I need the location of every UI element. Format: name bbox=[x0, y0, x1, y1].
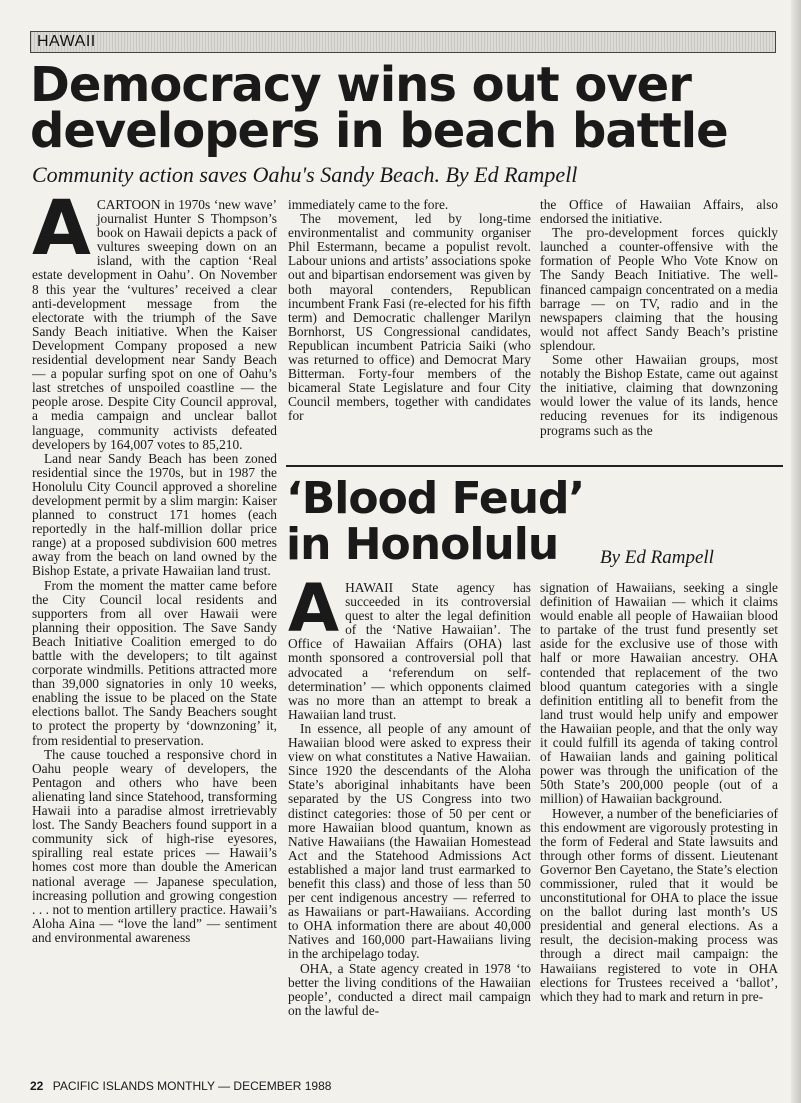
article1-paragraph: The pro-development forces quickly launched a counter-offensive with the formation of People Who Vote Know on The Sandy Beach Initiative. The well-financed campaign concentrated on a media barrage — on TV, radio and in the newspapers claiming that the housing would not affect Sandy Beach’s pristine splendour. bbox=[540, 225, 778, 353]
article2-paragraph: OHA, a State agency created in 1978 ‘to better the living conditions of the Hawaiian people’, conducted a direct mail campaign on the lawful de- bbox=[288, 960, 531, 1018]
article2-paragraph: signation of Hawaiians, seeking a single definition of Hawaiian — which it claims would enable all people of Hawaiian blood to partake of the trust fund presently set aside for the exclusive use of those with half or more Hawaiian ancestry. OHA contended that replacement of the two blood quantum categories with a single definition entitling all to benefit from the land trust would help unify and empower the Hawaiian people, and that the only way it could fulfill its agenda of taking control of Hawaiian lands and gaining political power was through the unification of the 50th State’s 200,000 people (out of a million) of Hawaiian background. bbox=[540, 581, 778, 807]
article2-column-2 bbox=[540, 581, 778, 1076]
article2-byline: By Ed Rampell bbox=[600, 547, 714, 568]
article1-column-3 bbox=[540, 198, 778, 454]
publication-info: PACIFIC ISLANDS MONTHLY — DECEMBER 1988 bbox=[52, 1079, 332, 1093]
article2-title-line-1: ‘Blood Feud’ bbox=[286, 473, 585, 524]
article1-paragraph: Land near Sandy Beach has been zoned residential since the 1970s, but in 1987 the Honolulu City Council approved a shoreline development permit by a slim margin: Kaiser planned to construct 171 homes (each reportedly in the half-million dollar price range) at a proposed subdivision 600 metres away from the beach on land owned by the Bishop Estate, a private Hawaiian land trust. bbox=[32, 450, 277, 579]
article1-paragraph: CARTOON in 1970s ‘new wave’ journalist Hunter S Thompson’s book on Hawaii depicts a pack of vultures sweeping down on an island, with the caption ‘Real estate development in Oahu’. On November 8 this year the ‘vultures’ received a clear anti-development message from the electorate with the triumph of the Save Sandy Beach initiative. When the Kaiser Development Company proposed a new residential development near Sandy Beach — a popular surfing spot on one of Oahu’s last stretches of unspoiled coastline — the people arose. Despite City Council approval, a media campaign and unclear ballot language, community activists defeated developers by 164,007 votes to 85,210. bbox=[32, 198, 277, 452]
article2-paragraph: In essence, all people of any amount of Hawaiian blood were asked to express their view on what constitutes a Native Hawaiian. Since 1920 the descendants of the Aloha State’s aboriginal inhabitants have been separated by the US Congress into two distinct categories: those of 50 per cent or more Hawaiian blood quantum, known as Native Hawaiians (the Hawaiian Homestead Act and the Statehood Admissions Act established a major land trust earmarked to benefit this class) and those of less than 50 per cent indigenous ancestry — referred to as Hawaiians or part-Hawaiians. According to OHA information there are about 40,000 Natives and 160,000 part-Hawaiians living in the archipelago today. bbox=[288, 720, 531, 962]
article1-paragraph: immediately came to the fore. bbox=[288, 198, 449, 212]
article1-paragraph: the Office of Hawaiian Affairs, also endorsed the initiative. bbox=[540, 198, 778, 227]
headline-line-1: Democracy wins out over bbox=[30, 57, 691, 113]
article1-paragraph: The movement, led by long-time environmentalist and community organiser Phil Estermann, became a populist revolt. Labour unions and artists’ associations spoke out and bipartisan endorsement was given by both mayoral contenders, Republican incumbent Frank Fasi (re-elected for his fifth term) and Democratic challenger Marilyn Bornhorst, US Congressional candidates, Republican incumbent Patricia Saiki (who was returned to office) and Democrat Mary Bitterman. Forty-four members of the bicameral State Legislature and four City Council members, together with candidates for bbox=[288, 211, 531, 424]
article2-title-line-2: in Honolulu bbox=[286, 519, 559, 570]
headline bbox=[30, 57, 780, 159]
dropcap: A bbox=[288, 581, 340, 647]
article2-column-1 bbox=[288, 581, 531, 1076]
section-bar bbox=[30, 31, 776, 53]
page-number: 22 bbox=[30, 1079, 44, 1093]
article1-paragraph: The cause touched a responsive chord in Oahu people weary of developers, the Pentagon and others who have been alienating land since Statehood, transforming Hawaii into a paradise almost irretrievably lost. The Sandy Beachers found support in a community sick of high-rise eyesores, spiralling real estate prices — Hawaii’s homes cost more than double the American national average — Japanese speculation, increasing pollution and growing congestion . . . not to mention artillery practice. Hawaii’s Aloha Aina — “love the land” — sentiment and environmental awareness bbox=[32, 746, 277, 945]
article1-column-1 bbox=[32, 198, 277, 1078]
article2-title bbox=[286, 473, 616, 570]
article1-column-2 bbox=[288, 198, 531, 454]
section-divider bbox=[286, 465, 783, 467]
section-label: HAWAII bbox=[37, 33, 96, 50]
standfirst: Community action saves Oahu's Sandy Beach. By Ed Rampell bbox=[32, 162, 578, 187]
dropcap: A bbox=[32, 198, 91, 272]
article2-paragraph: However, a number of the beneficiaries of this endowment are vigorously protesting in the form of Federal and State lawsuits and through other forms of dissent. Lieutenant Governor Ben Cayetano, the State’s election commissioner, ruled that it would be unconstitutional for OHA to place the issue on the ballot during last month’s US presidential and general elections. As a result, the decision-making process was through a direct mail campaign: the Hawaiians registered to vote in OHA elections for Trustees received a ‘ballot’, which they had to mark and return in pre- bbox=[540, 805, 778, 1004]
article1-paragraph: From the moment the matter came before the City Council local residents and supporters from all over Hawaii were planning their opposition. The Save Sandy Beach Initiative Coalition emerged to do battle with the developers; to tilt against corporate windmills. Petitions attracted more than 39,000 signatories in only 10 weeks, enabling the issue to be placed on the State elections ballot. The Sandy Beachers sought to protect the property by ‘downzoning’ it, from residential to preservation. bbox=[32, 577, 277, 748]
page-footer bbox=[30, 1079, 331, 1093]
headline-line-2: developers in beach battle bbox=[30, 103, 728, 159]
page-edge-shadow bbox=[791, 0, 801, 1103]
article2-paragraph: HAWAII State agency has succeeded in its controversial quest to alter the legal definition of the ‘Native Hawaiian’. The Office of Hawaiian Affairs (OHA) last month sponsored a controversial poll that advocated a ‘referendum on self-determination’ — which opponents claimed was no more than an attempt to break a Hawaiian land trust. bbox=[288, 581, 531, 722]
article1-paragraph: Some other Hawaiian groups, most notably the Bishop Estate, came out against the initiative, claiming that downzoning would lower the value of its lands, hence reducing revenues for its indigenous programs such as the bbox=[540, 352, 778, 438]
